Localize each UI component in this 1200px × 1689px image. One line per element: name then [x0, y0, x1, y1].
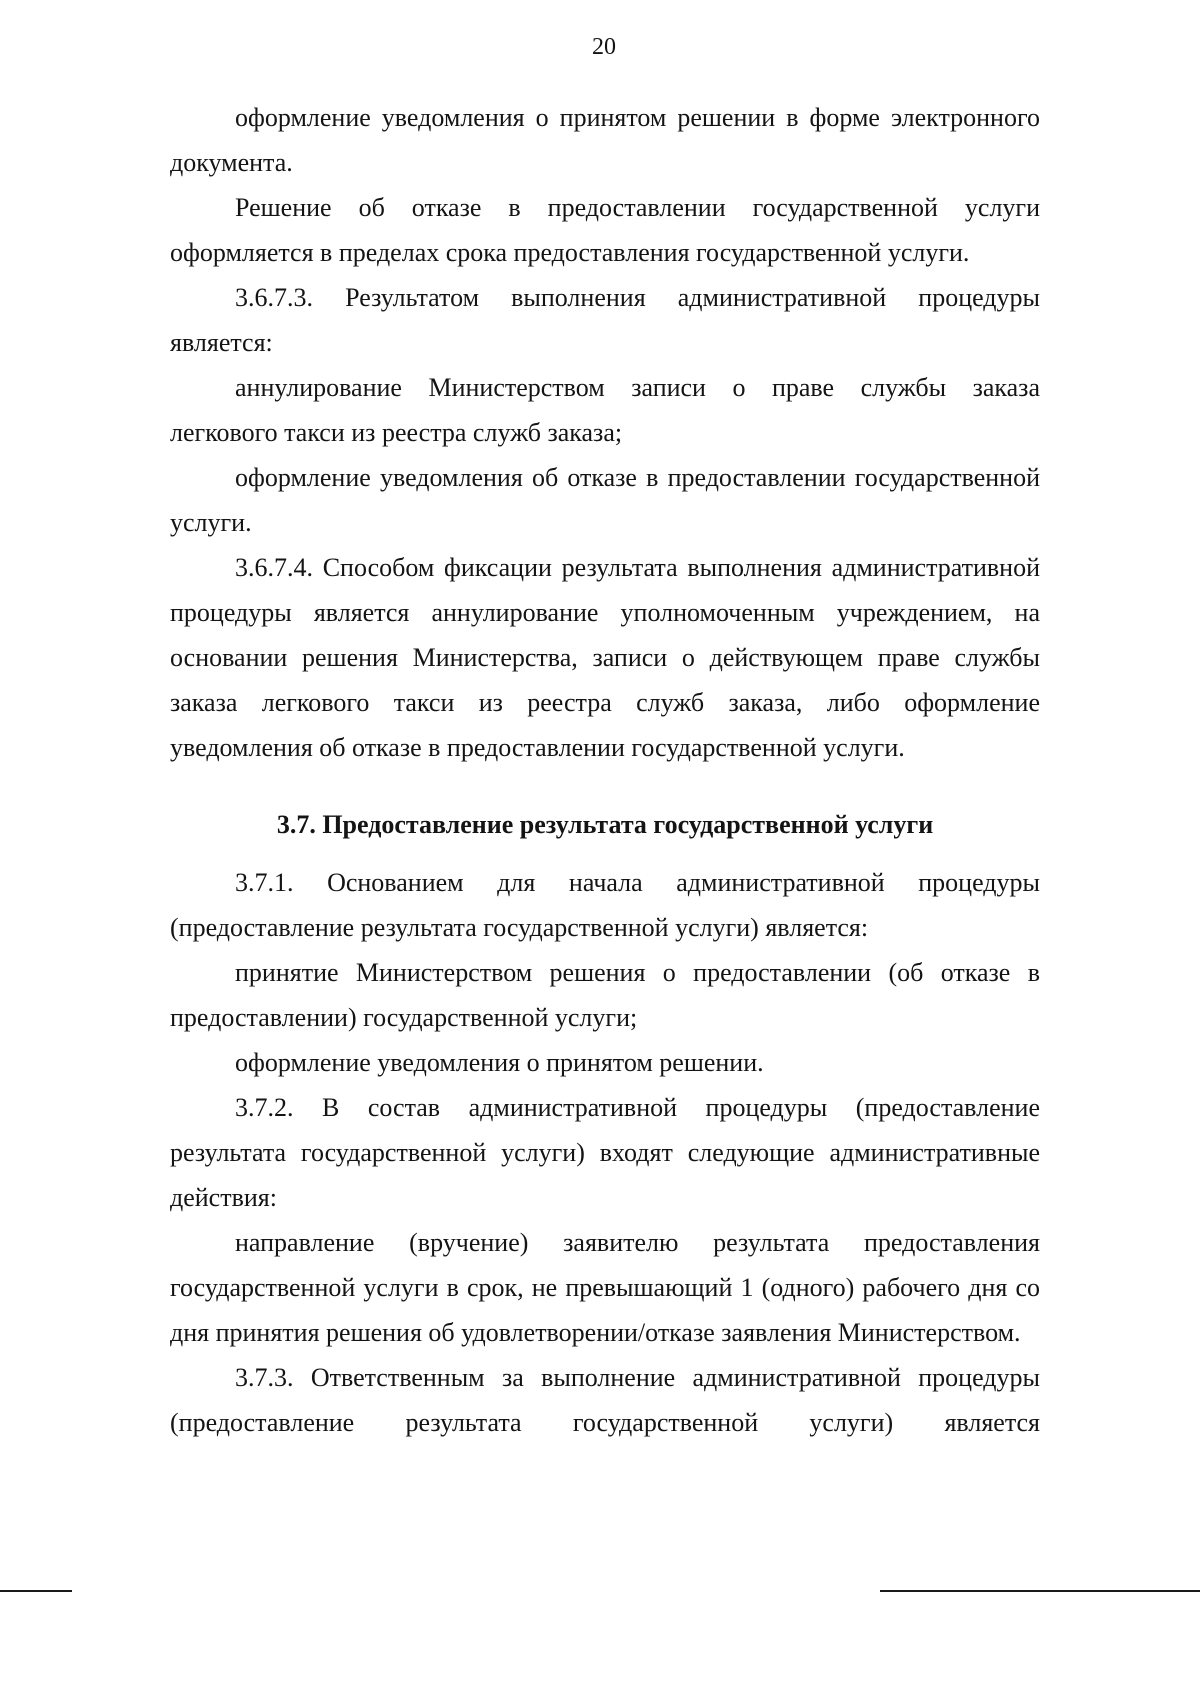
paragraph-line: 3.7.1. Основанием для начала административной процедуры [235, 868, 1040, 897]
paragraph-line: принятие Министерством решения о предоставлении (об отказе в [235, 958, 1040, 987]
page-number: 20 [592, 34, 616, 60]
paragraph-3-6-7-3 [170, 275, 1040, 365]
paragraph-3-7-1 [170, 860, 1040, 950]
document-body [170, 95, 1040, 1445]
paragraph-3-7-3 [170, 1355, 1040, 1445]
paragraph-result-delivery [170, 1220, 1040, 1355]
paragraph-line: 3.7.3. Ответственным за выполнение административной процедуры [235, 1363, 1040, 1392]
paragraph-line: документа. [170, 148, 293, 177]
paragraph-3-6-7-4 [170, 545, 1040, 770]
paragraph-3-7-2 [170, 1085, 1040, 1220]
paragraph-line: оформляется в пределах срока предоставления государственной услуги. [170, 238, 970, 267]
paragraph-decision-adoption [170, 950, 1040, 1040]
paragraph-line: Решение об отказе в предоставлении государственной услуги [235, 193, 1040, 222]
paragraph-line: 3.7.2. В состав административной процедуры (предоставление [235, 1093, 1040, 1122]
paragraph-refusal-decision [170, 185, 1040, 275]
paragraph-line: является: [170, 328, 273, 357]
paragraph-line: процедуры является аннулирование уполномоченным учреждением, на [170, 598, 1040, 627]
paragraph-line: предоставлении) государственной услуги; [170, 1003, 638, 1032]
paragraph-line: уведомления об отказе в предоставлении государственной услуги. [170, 733, 905, 762]
paragraph-line: основании решения Министерства, записи о действующем праве службы [170, 643, 1040, 672]
paragraph-line: (предоставление результата государственной услуги) является: [170, 913, 869, 942]
paragraph-line: оформление уведомления о принятом решении. [235, 1048, 764, 1077]
paragraph-line: дня принятия решения об удовлетворении/отказе заявления Министерством. [170, 1318, 1021, 1347]
paragraph-line: (предоставление результата государственной услуги) является [170, 1408, 1040, 1437]
paragraph-line: аннулирование Министерством записи о праве службы заказа [235, 373, 1040, 402]
paragraph-line: 3.6.7.3. Результатом выполнения административной процедуры [235, 283, 1040, 312]
paragraph-decision-notice [170, 1040, 1040, 1085]
paragraph-line: легкового такси из реестра служб заказа; [170, 418, 623, 447]
paragraph-electronic-notice [170, 95, 1040, 185]
paragraph-line: действия: [170, 1183, 277, 1212]
section-heading-3-7: 3.7. Предоставление результата государственной услуги [276, 810, 934, 839]
paragraph-refusal-notice [170, 455, 1040, 545]
paragraph-line: оформление уведомления о принятом решении в форме электронного [235, 103, 1040, 132]
paragraph-line: государственной услуги в срок, не превышающий 1 (одного) рабочего дня со [170, 1273, 1040, 1302]
paragraph-line: оформление уведомления об отказе в предоставлении государственной [235, 463, 1040, 492]
paragraph-line: результата государственной услуги) входят следующие административные [170, 1138, 1040, 1167]
paragraph-line: услуги. [170, 508, 252, 537]
scan-edge-line-left [0, 1590, 72, 1592]
paragraph-line: 3.6.7.4. Способом фиксации результата выполнения административной [235, 553, 1040, 582]
paragraph-annulment [170, 365, 1040, 455]
paragraph-line: заказа легкового такси из реестра служб заказа, либо оформление [170, 688, 1040, 717]
scan-edge-line-right [880, 1590, 1200, 1592]
paragraph-line: направление (вручение) заявителю результата предоставления [235, 1228, 1040, 1257]
